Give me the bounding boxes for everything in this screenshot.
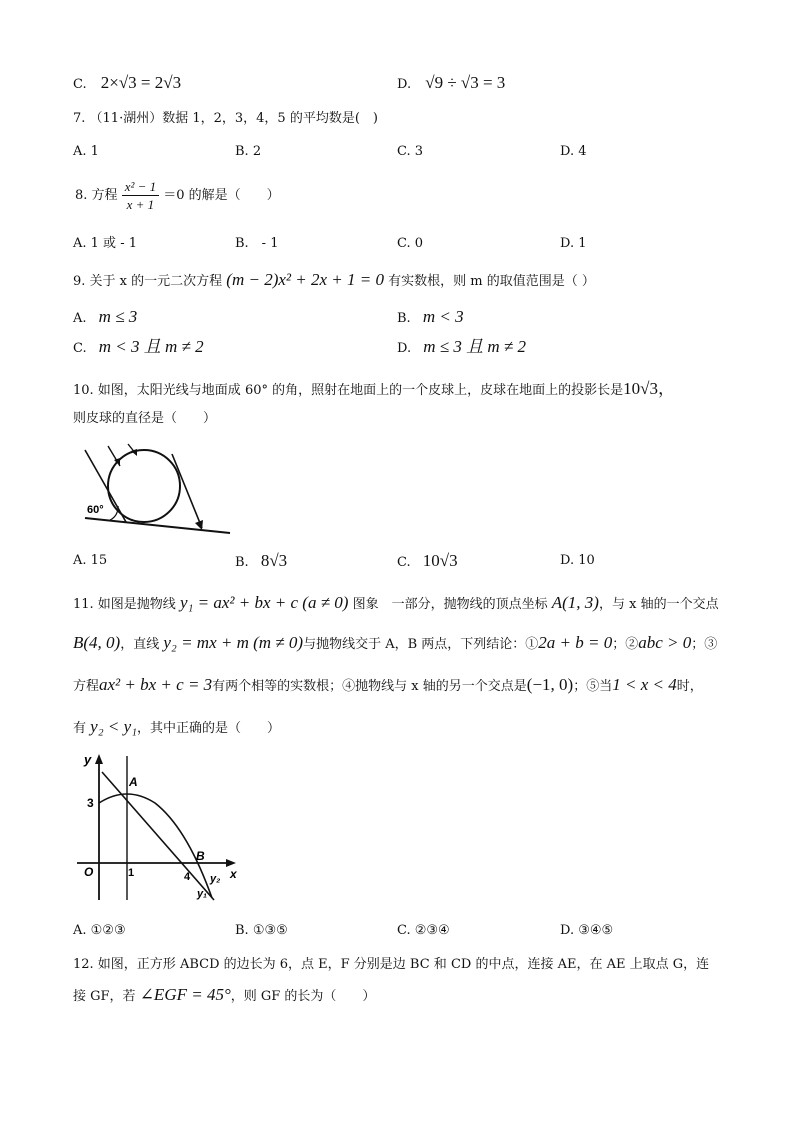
q9-stem-end: 有实数根，则 m 的取值范围是（ ） (388, 274, 595, 289)
q11-line3-mid: 有两个相等的实数根；④抛物线与 x 轴的另一个交点是 (212, 679, 527, 694)
q11-parabola-eq: y₁ = ax² + bx + c (a ≠ 0) (179, 593, 349, 612)
q9-option-b-label: B. (397, 311, 411, 326)
q7-option-a[interactable]: A. 1 (73, 144, 99, 159)
label-y: y (84, 752, 92, 767)
parabola-y1 (99, 794, 212, 898)
q11-option-c[interactable]: C. ②③④ (397, 923, 450, 938)
angle-label: 60° (87, 504, 104, 516)
q11-line1-mid: 图象 一部分，抛物线的顶点坐标 (352, 597, 548, 612)
q11-line3-mid2: ；⑤当 (573, 679, 613, 694)
label-1: 1 (128, 867, 135, 879)
q11-figure (72, 750, 242, 905)
q9-option-d-label: D. (397, 341, 412, 356)
q6-option-d[interactable] (397, 74, 505, 94)
q10-option-a[interactable]: A. 15 (73, 553, 108, 568)
label-B: B (196, 849, 205, 863)
q11-line3-end: 时， (676, 679, 703, 694)
q11-line2-mid: 与抛物线交于 A，B 两点，下列结论：① (303, 637, 539, 652)
q8-option-a[interactable]: A. 1 或 - 1 (73, 236, 137, 251)
q8-denominator: x + 1 (126, 197, 155, 212)
q11-line3 (73, 676, 703, 696)
q9-option-a[interactable] (73, 308, 137, 328)
q11-conclusion-1: 2a + b = 0 (538, 633, 613, 652)
q9-stem-start: 9. 关于 x 的一元二次方程 (73, 274, 223, 289)
label-A: A (129, 775, 138, 789)
q10-option-c[interactable] (397, 552, 458, 572)
q10-option-d[interactable]: D. 10 (560, 553, 595, 568)
q7-option-c[interactable]: C. 3 (397, 144, 424, 159)
q9-option-b[interactable] (397, 308, 464, 328)
q11-line3-start: 方程 (73, 679, 100, 694)
q6-option-d-label: D. (397, 77, 412, 92)
q10-line1 (73, 380, 675, 400)
q8-stem (75, 178, 280, 213)
q10-option-b-label: B. (235, 555, 249, 570)
q9-option-a-text: m ≤ 3 (98, 307, 138, 326)
q11-line4 (73, 718, 280, 738)
q11-line1-end: ，与 x 轴的一个交点 (598, 597, 719, 612)
q8-option-d[interactable]: D. 1 (560, 236, 587, 251)
q12-line2-end: ，则 GF 的长为（ ） (230, 989, 376, 1004)
label-3: 3 (87, 796, 94, 810)
q8-option-b[interactable]: B. - 1 (235, 236, 279, 251)
q11-line4-end: ，其中正确的是（ ） (137, 721, 281, 736)
q10-option-c-value: 10√3 (422, 551, 458, 570)
q11-line1 (73, 594, 719, 614)
q9-option-c[interactable] (73, 338, 204, 358)
q11-vertex: A(1, 3) (551, 593, 599, 612)
q6-option-c-formula: 2×√3 = 2√3 (100, 73, 182, 92)
q11-line1-start: 11. 如图是抛物线 (73, 597, 176, 612)
label-O: O (84, 865, 94, 879)
q10-projection-value: 10√3， (623, 379, 675, 398)
q8-option-c[interactable]: C. 0 (397, 236, 424, 251)
q11-option-d[interactable]: D. ③④⑤ (560, 923, 614, 938)
label-4: 4 (184, 871, 191, 883)
label-x: x (230, 867, 237, 881)
q9-option-d-text: m ≤ 3 且 m ≠ 2 (423, 337, 526, 356)
q10-option-c-label: C. (397, 555, 411, 570)
line-y2 (102, 772, 214, 900)
q12-line1: 12. 如图，正方形 ABCD 的边长为 6，点 E，F 分别是边 BC 和 CD 的中点，连接 AE，在 AE 上取点 G，连 (73, 957, 710, 972)
q11-line2-start: ，直线 (120, 637, 160, 652)
label-y2: y₂ (210, 873, 221, 885)
q10-figure (80, 440, 240, 540)
q6-option-c-label: C. (73, 77, 87, 92)
q7-option-b[interactable]: B. 2 (235, 144, 262, 159)
q10-line1-start: 10. 如图，太阳光线与地面成 60° 的角，照射在地面上的一个皮球上，皮球在地面上的投影长是 (73, 383, 624, 398)
q11-other-root: (−1, 0) (526, 675, 574, 694)
q8-numerator: x² − 1 (122, 178, 159, 196)
q9-option-d[interactable] (397, 338, 526, 358)
q11-line2 (73, 634, 717, 654)
q11-option-a[interactable]: A. ①②③ (73, 923, 126, 938)
sun-ray-right (172, 454, 202, 528)
x-axis-arrow (226, 859, 236, 867)
q9-equation: (m − 2)x² + 2x + 1 = 0 (226, 270, 384, 289)
q11-interval: 1 < x < 4 (612, 675, 677, 694)
q9-option-c-text: m < 3 且 m ≠ 2 (98, 337, 204, 356)
q11-conclusion-3-eq: ax² + bx + c = 3 (99, 675, 213, 694)
q10-option-b[interactable] (235, 552, 287, 572)
q11-option-b[interactable]: B. ①③⑤ (235, 923, 288, 938)
q8-prefix: 8. 方程 (75, 188, 118, 203)
q8-fraction (122, 178, 159, 213)
q9-option-c-label: C. (73, 341, 87, 356)
q11-line4-start: 有 (73, 721, 87, 736)
q9-stem (73, 271, 595, 291)
q9-option-a-label: A. (73, 311, 87, 326)
label-y1: y₁ (197, 888, 207, 900)
q8-suffix: ＝0 的解是（ ） (163, 188, 280, 203)
q11-line2-sep: ；② (612, 637, 639, 652)
q12-angle: ∠EGF = 45° (139, 985, 231, 1004)
q12-line2-start: 接 GF，若 (73, 989, 136, 1004)
q7-stem: 7. （11·湖州）数据 1，2，3，4，5 的平均数是( ) (73, 111, 378, 126)
q10-option-b-value: 8√3 (260, 551, 288, 570)
q6-option-c[interactable] (73, 74, 181, 94)
q7-option-d[interactable]: D. 4 (560, 144, 587, 159)
q11-point-b: B(4, 0) (73, 633, 121, 652)
y-axis-arrow (95, 754, 103, 764)
q11-line2-end: ；③ (691, 637, 718, 652)
q11-conclusion-2: abc > 0 (638, 633, 692, 652)
q9-option-b-text: m < 3 (422, 307, 464, 326)
q6-option-d-formula: √9 ÷ √3 = 3 (425, 73, 506, 92)
q12-line2 (73, 986, 375, 1006)
q10-line2: 则皮球的直径是（ ） (73, 411, 217, 426)
q11-line-eq: y₂ = mx + m (m ≠ 0) (163, 633, 304, 652)
q11-conclusion-5-ineq: y₂ < y₁ (90, 717, 138, 736)
